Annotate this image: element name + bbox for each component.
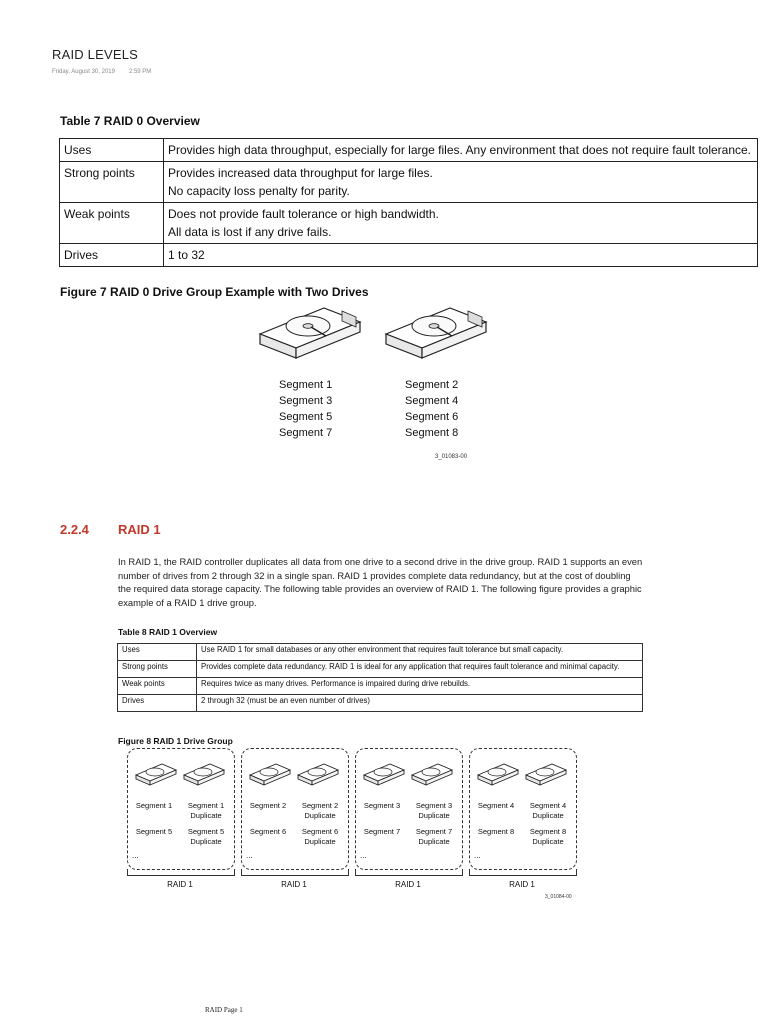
table7 — [59, 138, 758, 267]
hard-drive-icon — [182, 761, 226, 787]
row-key: Drives — [118, 695, 197, 712]
row-value — [164, 203, 758, 244]
table-row — [60, 203, 758, 244]
date-text: Friday, August 30, 2019 — [52, 69, 115, 75]
row-key: Drives — [60, 244, 164, 267]
row-value — [164, 244, 758, 267]
row-value: Requires twice as many drives. Performance is impaired during drive rebuilds. — [197, 678, 643, 695]
segment-duplicate-label: Segment 5 Duplicate — [187, 827, 225, 846]
group-brace — [127, 869, 235, 876]
row-line: No capacity loss penalty for parity. — [168, 184, 350, 198]
page-title: RAID LEVELS — [52, 47, 139, 62]
segment-duplicate-label: Segment 1 Duplicate — [187, 801, 225, 820]
segment-label: Segment 7 — [363, 827, 401, 836]
segment-duplicate-label: Segment 2 Duplicate — [301, 801, 339, 820]
segment-duplicate-label: Segment 6 Duplicate — [301, 827, 339, 846]
row-key: Weak points — [60, 203, 164, 244]
ellipsis: ... — [246, 851, 253, 860]
ellipsis: ... — [132, 851, 139, 860]
figure8-caption: Figure 8 RAID 1 Drive Group — [118, 736, 233, 746]
hard-drive-icon — [296, 761, 340, 787]
table-row — [118, 678, 643, 695]
figure7-caption: Figure 7 RAID 0 Drive Group Example with Two Drives — [60, 285, 369, 299]
hard-drive-icon — [362, 761, 406, 787]
hard-drive-icon — [524, 761, 568, 787]
segment-label: Segment 4 — [477, 801, 515, 810]
row-line: 1 to 32 — [168, 248, 205, 262]
segment-label: Segment 1 — [135, 801, 173, 810]
hard-drive-icon — [256, 302, 364, 364]
row-line: Provides high data throughput, especially for large files. Any environment that does not require fault tolerance. — [168, 143, 752, 157]
segment-label: Segment 6 — [249, 827, 287, 836]
segment-duplicate-label: Segment 4 Duplicate — [529, 801, 567, 820]
table-row — [60, 139, 758, 162]
drive1-segments — [279, 377, 332, 441]
segment-label: Segment 8 — [477, 827, 515, 836]
segment-duplicate-label: Segment 8 Duplicate — [529, 827, 567, 846]
table-row — [60, 244, 758, 267]
segment-label: Segment 7 — [279, 427, 333, 439]
row-key: Strong points — [60, 162, 164, 203]
row-value — [164, 162, 758, 203]
ellipsis: ... — [474, 851, 481, 860]
segment-label: Segment 3 — [279, 395, 333, 407]
row-value: Provides complete data redundancy. RAID 1 is ideal for any application that requires fault tolerance and minimal capacity. — [197, 661, 643, 678]
row-key: Weak points — [118, 678, 197, 695]
hard-drive-icon — [248, 761, 292, 787]
page-footer: RAID Page 1 — [205, 1006, 243, 1014]
hard-drive-icon — [134, 761, 178, 787]
segment-label: Segment 4 — [405, 395, 459, 407]
table-row — [118, 661, 643, 678]
row-key: Uses — [118, 644, 197, 661]
row-line: Provides increased data throughput for large files. — [168, 166, 433, 180]
segment-label: Segment 5 — [135, 827, 173, 836]
hard-drive-icon — [382, 302, 490, 364]
segment-label: Segment 1 — [279, 379, 333, 391]
group-brace — [355, 869, 463, 876]
raid-group-label: RAID 1 — [509, 880, 535, 889]
ellipsis: ... — [360, 851, 367, 860]
drive2-segments — [405, 377, 458, 441]
raid1-group — [127, 748, 235, 870]
section-paragraph: In RAID 1, the RAID controller duplicates all data from one drive to a second drive in the drive group. RAID 1 supports an even number of drives from 2 through 32 in a single span. RAID 1 provides complete data redundancy, but at the cost of doubling the required data storage capacity. The following table provides an overview of RAID 1. The following figure provides a graphic example of a RAID 1 drive group. — [118, 556, 643, 608]
segment-duplicate-label: Segment 3 Duplicate — [415, 801, 453, 820]
row-value: 2 through 32 (must be an even number of drives) — [197, 695, 643, 712]
figure8-code: 3_01084-00 — [545, 894, 572, 900]
table8-caption: Table 8 RAID 1 Overview — [118, 627, 218, 637]
raid1-group — [241, 748, 349, 870]
row-line: Does not provide fault tolerance or high bandwidth. — [168, 207, 439, 221]
segment-label: Segment 2 — [405, 379, 459, 391]
hard-drive-icon — [476, 761, 520, 787]
group-brace — [241, 869, 349, 876]
raid-group-label: RAID 1 — [395, 880, 421, 889]
row-key: Uses — [60, 139, 164, 162]
time-text: 2:59 PM — [128, 69, 152, 75]
segment-label: Segment 3 — [363, 801, 401, 810]
table-row — [118, 644, 643, 661]
hard-drive-icon — [410, 761, 454, 787]
segment-label: Segment 2 — [249, 801, 287, 810]
segment-label: Segment 8 — [405, 427, 459, 439]
figure7-code: 3_01083-00 — [435, 454, 468, 460]
section-number: 2.2.4 — [60, 522, 89, 537]
group-brace — [469, 869, 577, 876]
section-title: RAID 1 — [118, 522, 161, 537]
raid1-group — [355, 748, 463, 870]
raid1-group — [469, 748, 577, 870]
page-date — [52, 69, 151, 75]
row-value — [164, 139, 758, 162]
row-value: Use RAID 1 for small databases or any other environment that requires fault tolerance but small capacity. — [197, 644, 643, 661]
raid-group-label: RAID 1 — [281, 880, 307, 889]
segment-duplicate-label: Segment 7 Duplicate — [415, 827, 453, 846]
table8 — [117, 643, 643, 712]
segment-label: Segment 6 — [405, 411, 459, 423]
row-key: Strong points — [118, 661, 197, 678]
table7-caption: Table 7 RAID 0 Overview — [60, 114, 200, 128]
row-line: All data is lost if any drive fails. — [168, 225, 332, 239]
raid-group-label: RAID 1 — [167, 880, 193, 889]
table-row — [118, 695, 643, 712]
table-row — [60, 162, 758, 203]
segment-label: Segment 5 — [279, 411, 333, 423]
